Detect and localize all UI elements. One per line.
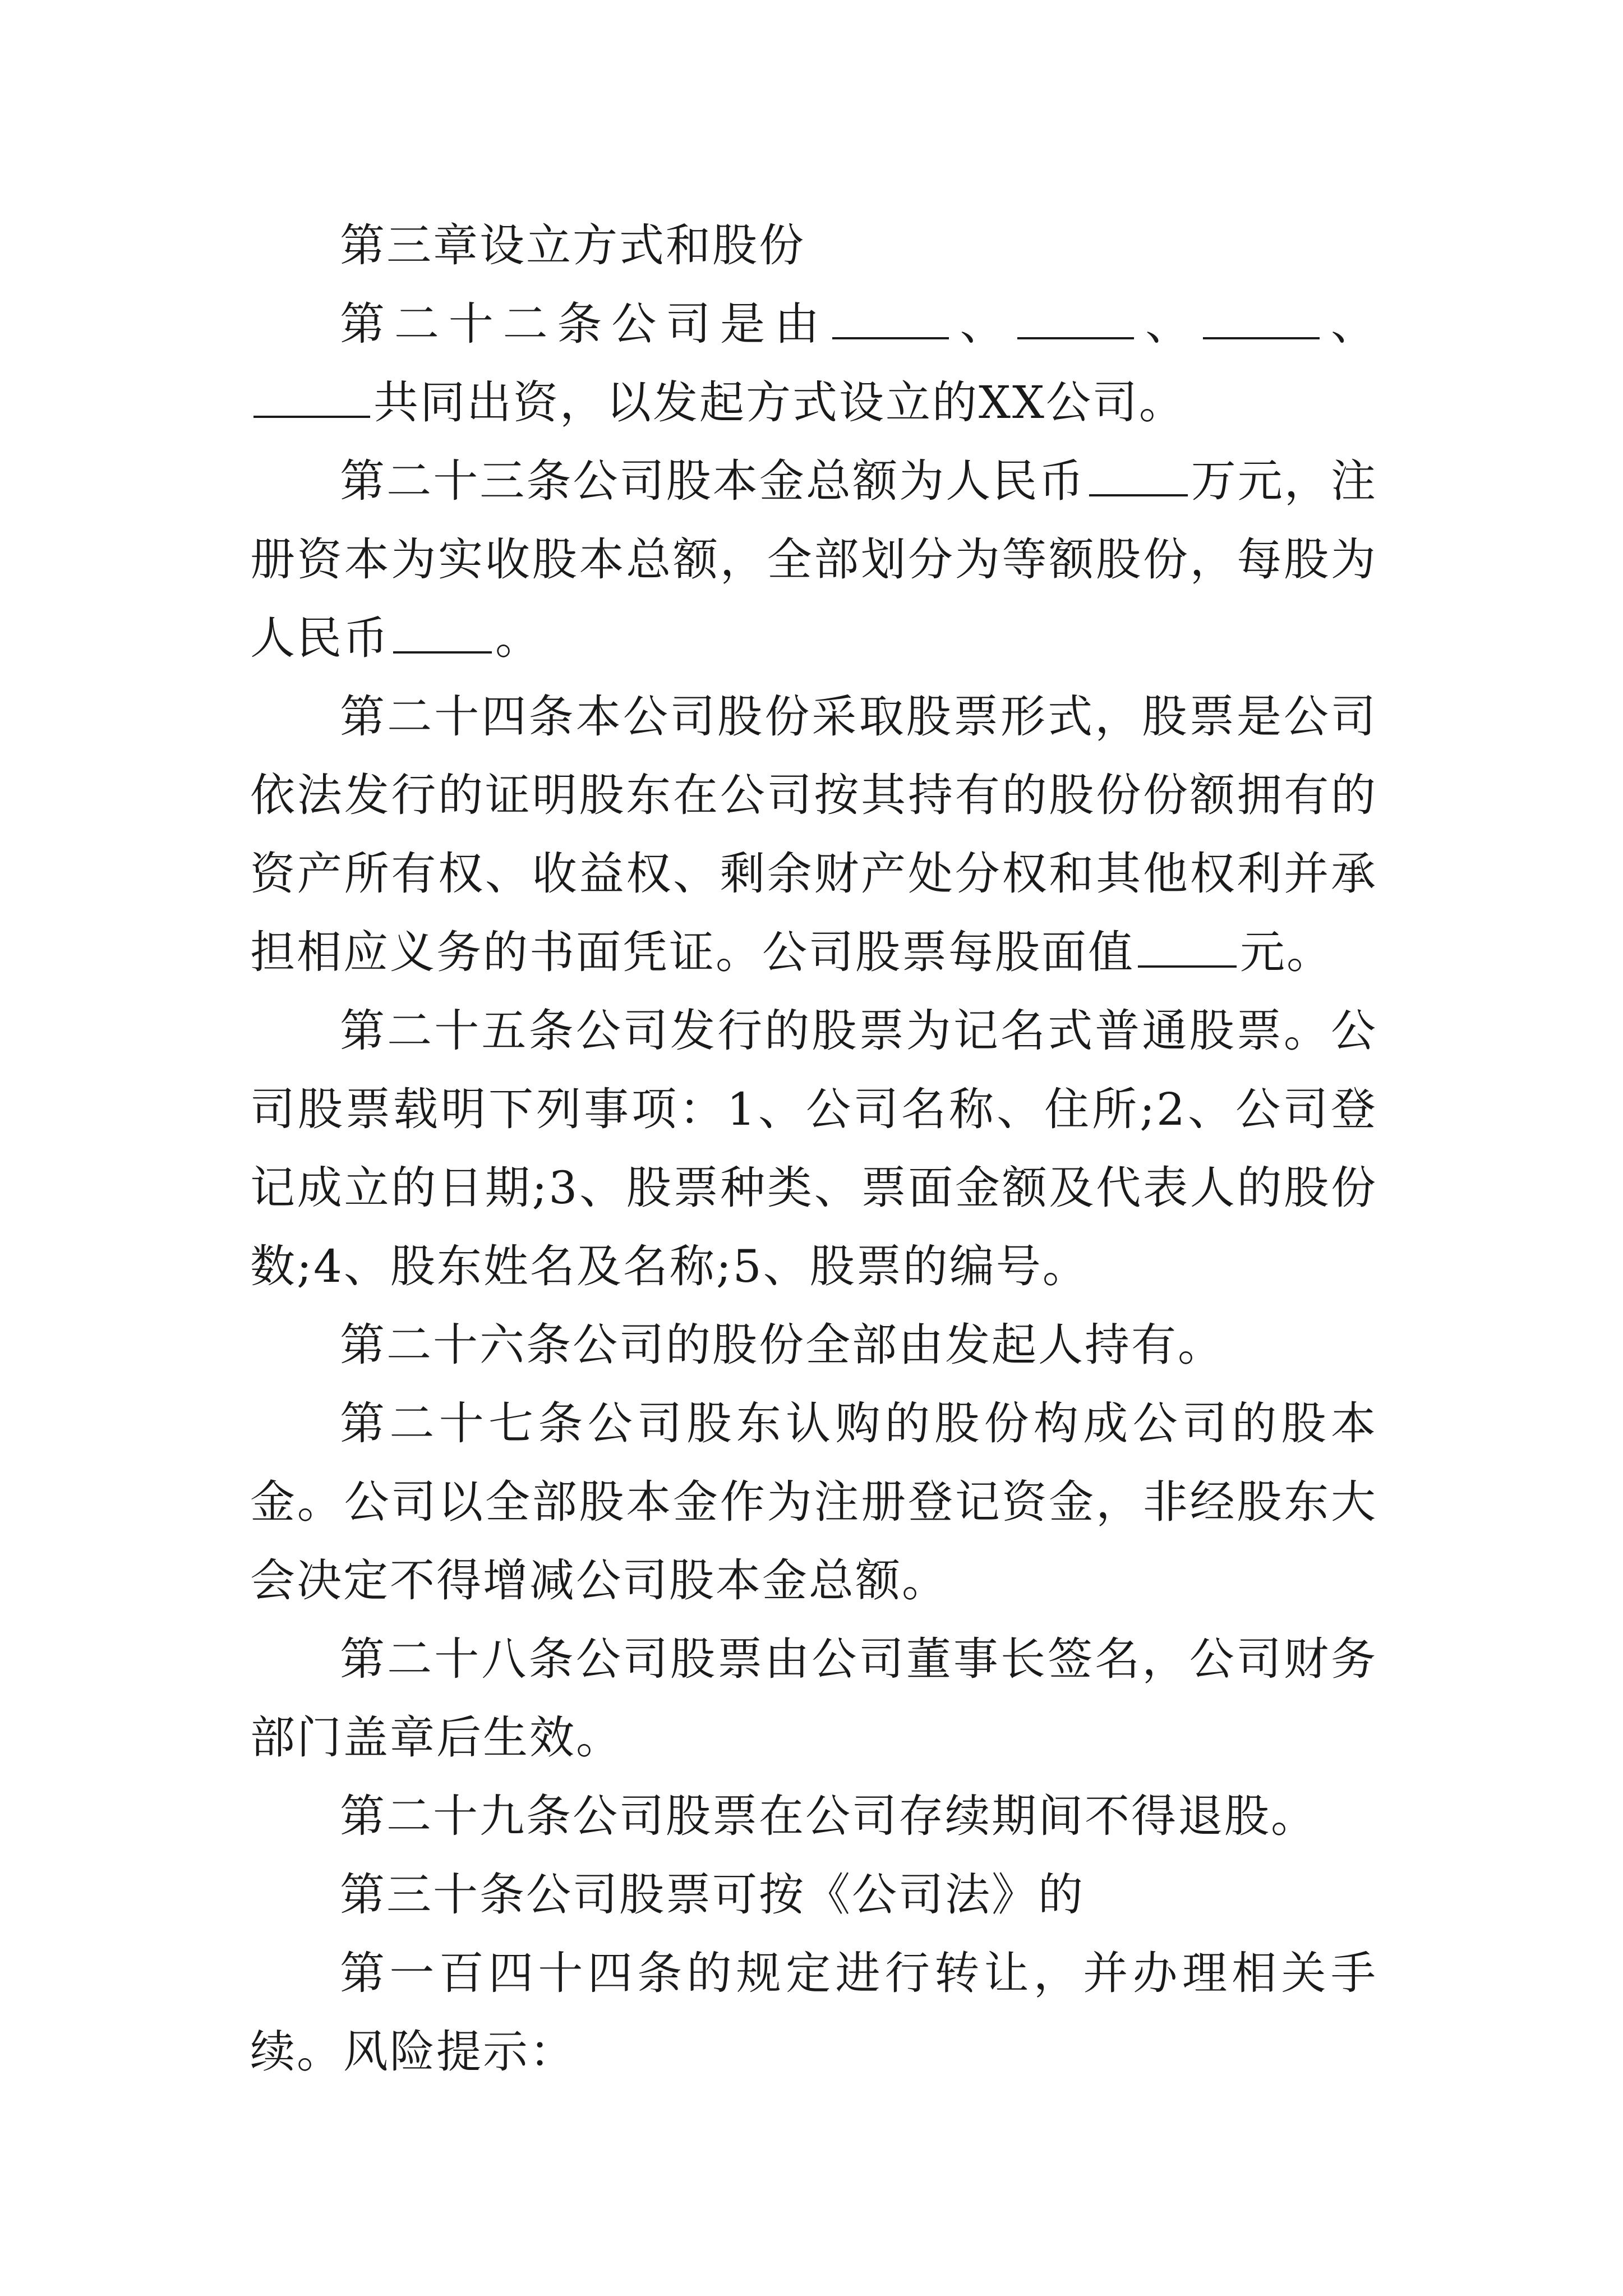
- article-25: 第二十五条公司发行的股票为记名式普通股票。公司股票载明下列事项：1、公司名称、住所;2、公司登记成立的日期;3、股票种类、票面金额及代表人的股份数;4、股东姓名及名称;5、股票的编号。: [250, 1005, 1377, 1292]
- separator: 、: [952, 298, 1015, 350]
- article-144: 第一百四十四条的规定进行转让，并办理相关手续。风险提示：: [250, 1947, 1377, 2078]
- article-23: [250, 442, 1377, 678]
- article-24: [250, 678, 1377, 992]
- article-30: 第三十条公司股票可按《公司法》的: [340, 1869, 1085, 1921]
- article-29: 第二十九条公司股票在公司存续期间不得退股。: [340, 1790, 1317, 1842]
- separator: 、: [1323, 298, 1378, 350]
- blank-field: [393, 609, 492, 654]
- article-23-text-mid: 万元，注册资本为实收股本总额，全部划分为等额股份，每股为人民币: [250, 455, 1378, 664]
- article-22-text: 第二十二条公司是由: [340, 298, 829, 350]
- article-23-text: 第二十三条公司股本金总额为人民币: [340, 455, 1086, 507]
- article-22-text-end: 共同出资，以发起方式设立的XX公司。: [374, 376, 1186, 429]
- blank-field: [832, 295, 949, 339]
- article-24-text-end: 元。: [1240, 926, 1333, 978]
- article-24-text: 第二十四条本公司股份采取股票形式，股票是公司依法发行的证明股东在公司按其持有的股份份额拥有的资产所有权、收益权、剩余财产处分权和其他权利并承担相应义务的书面凭证。公司股票每股面值: [250, 691, 1377, 978]
- article-28: 第二十八条公司股票由公司董事长签名，公司财务部门盖章后生效。: [250, 1633, 1377, 1764]
- article-23-text-end: 。: [495, 612, 542, 664]
- blank-field: [1089, 452, 1188, 496]
- blank-field: [253, 373, 370, 418]
- blank-field: [1138, 923, 1237, 968]
- chapter-title: 第三章设立方式和股份: [340, 219, 805, 272]
- article-26: 第二十六条公司的股份全部由发起人持有。: [340, 1319, 1224, 1371]
- document-body: [250, 206, 1377, 2091]
- article-27: 第二十七条公司股东认购的股份构成公司的股本金。公司以全部股本金作为注册登记资金，非经股东大会决定不得增减公司股本金总额。: [250, 1397, 1377, 1607]
- blank-field: [1203, 295, 1320, 339]
- separator: 、: [1137, 298, 1200, 350]
- article-22: [250, 285, 1377, 442]
- blank-field: [1017, 295, 1134, 339]
